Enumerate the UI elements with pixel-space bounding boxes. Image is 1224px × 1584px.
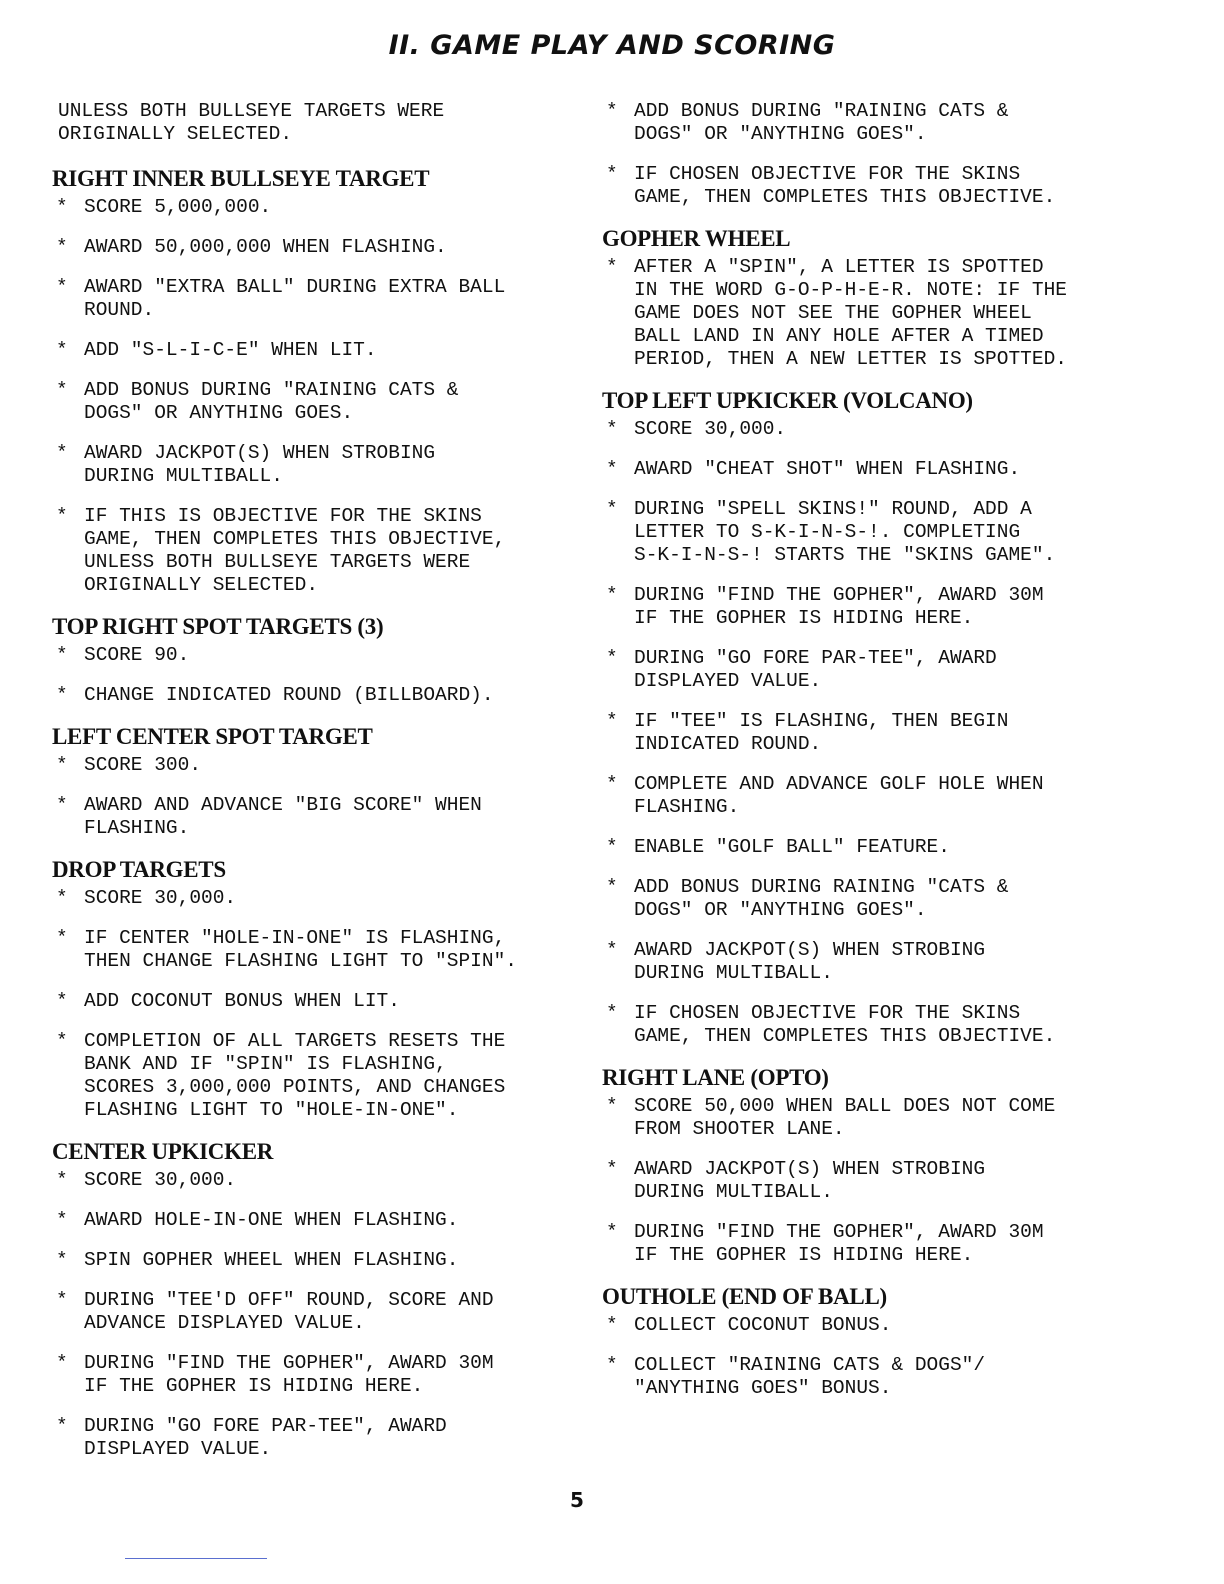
bullet-asterisk-icon: * [56, 684, 68, 706]
list-item-text: ADD BONUS DURING "RAINING CATS & DOGS" OR "ANYTHING GOES". [634, 100, 1009, 145]
bullet-asterisk-icon: * [606, 647, 618, 669]
list-item-text: DURING "SPELL SKINS!" ROUND, ADD A LETTER TO S-K-I-N-S-!. COMPLETING S-K-I-N-S-! STARTS THE "SKINS GAME". [634, 498, 1056, 566]
bullet-asterisk-icon: * [606, 584, 618, 606]
list-item [600, 1095, 1170, 1141]
bullet-asterisk-icon: * [606, 773, 618, 795]
bullet-asterisk-icon: * [606, 710, 618, 732]
list-item [50, 1249, 595, 1272]
list-item-text: ADD COCONUT BONUS WHEN LIT. [84, 990, 400, 1012]
list-item [600, 418, 1170, 441]
list-item [50, 887, 595, 910]
section-heading: OUTHOLE (END OF BALL) [602, 1284, 887, 1309]
section-heading: CENTER UPKICKER [52, 1139, 274, 1164]
section-heading: TOP RIGHT SPOT TARGETS (3) [52, 614, 384, 639]
list-item-text: DURING "FIND THE GOPHER", AWARD 30M IF THE GOPHER IS HIDING HERE. [634, 584, 1044, 629]
list-item [600, 498, 1170, 567]
list-item [600, 1354, 1170, 1400]
list-item-text: ADD BONUS DURING RAINING "CATS & DOGS" OR "ANYTHING GOES". [634, 876, 1009, 921]
list-item [50, 1209, 595, 1232]
list-item-text: DURING "TEE'D OFF" ROUND, SCORE AND ADVANCE DISPLAYED VALUE. [84, 1289, 494, 1334]
section-heading: RIGHT INNER BULLSEYE TARGET [52, 166, 430, 191]
list-item [50, 644, 595, 667]
list-item [50, 684, 595, 707]
bullet-asterisk-icon: * [56, 794, 68, 816]
bullet-asterisk-icon: * [56, 1249, 68, 1271]
section [50, 1139, 595, 1461]
list-item-text: DURING "GO FORE PAR-TEE", AWARD DISPLAYED VALUE. [634, 647, 997, 692]
list-item [600, 1221, 1170, 1267]
section [50, 857, 595, 1122]
bullet-asterisk-icon: * [606, 418, 618, 440]
bullet-asterisk-icon: * [606, 163, 618, 185]
list-item-text: ENABLE "GOLF BALL" FEATURE. [634, 836, 950, 858]
list-item-text: AWARD "CHEAT SHOT" WHEN FLASHING. [634, 458, 1021, 480]
list-item-text: COLLECT "RAINING CATS & DOGS"/ "ANYTHING GOES" BONUS. [634, 1354, 986, 1399]
list-item [50, 1030, 595, 1122]
bullet-asterisk-icon: * [56, 1415, 68, 1437]
list-item [600, 584, 1170, 630]
list-item [600, 1158, 1170, 1204]
list-item-text: ADD "S-L-I-C-E" WHEN LIT. [84, 339, 377, 361]
list-item [600, 256, 1170, 371]
list-item-text: IF CHOSEN OBJECTIVE FOR THE SKINS GAME, THEN COMPLETES THIS OBJECTIVE. [634, 163, 1056, 208]
list-item-text: SCORE 30,000. [84, 887, 237, 909]
list-item [50, 794, 595, 840]
list-item [50, 927, 595, 973]
list-item-text: ADD BONUS DURING "RAINING CATS & DOGS" OR ANYTHING GOES. [84, 379, 459, 424]
bullet-asterisk-icon: * [606, 498, 618, 520]
section-heading: LEFT CENTER SPOT TARGET [52, 724, 373, 749]
bullet-asterisk-icon: * [606, 876, 618, 898]
bullet-asterisk-icon: * [56, 1169, 68, 1191]
left-sections [50, 166, 595, 1461]
list-item [600, 1002, 1170, 1048]
list-item-text: SCORE 30,000. [634, 418, 787, 440]
bullet-asterisk-icon: * [56, 196, 68, 218]
list-item [50, 442, 595, 488]
bullet-asterisk-icon: * [56, 754, 68, 776]
section [600, 388, 1170, 1048]
bullet-asterisk-icon: * [56, 1289, 68, 1311]
list-item [50, 1169, 595, 1192]
section [600, 1065, 1170, 1267]
bullet-asterisk-icon: * [606, 939, 618, 961]
list-item [600, 876, 1170, 922]
list-item-text: AWARD HOLE-IN-ONE WHEN FLASHING. [84, 1209, 459, 1231]
bullet-asterisk-icon: * [56, 276, 68, 298]
section [50, 724, 595, 840]
bullet-asterisk-icon: * [606, 836, 618, 858]
right-sections [600, 226, 1170, 1400]
bullet-asterisk-icon: * [56, 236, 68, 258]
right-column [600, 100, 1170, 1417]
list-item-text: DURING "GO FORE PAR-TEE", AWARD DISPLAYED VALUE. [84, 1415, 447, 1460]
continued-list [600, 100, 1170, 209]
list-item-text: AWARD 50,000,000 WHEN FLASHING. [84, 236, 447, 258]
list-item [50, 196, 595, 219]
section-heading: GOPHER WHEEL [602, 226, 791, 251]
list-item-text: AWARD JACKPOT(S) WHEN STROBING DURING MULTIBALL. [634, 1158, 986, 1203]
list-item [600, 458, 1170, 481]
continued-text: UNLESS BOTH BULLSEYE TARGETS WERE ORIGINALLY SELECTED. [58, 100, 445, 145]
bullet-asterisk-icon: * [606, 458, 618, 480]
list-item [600, 836, 1170, 859]
section-heading: DROP TARGETS [52, 857, 226, 882]
page-title: II. GAME PLAY AND SCORING [388, 30, 836, 61]
list-item-text: SCORE 90. [84, 644, 190, 666]
list-item-text: SCORE 5,000,000. [84, 196, 272, 218]
list-item [600, 647, 1170, 693]
bullet-asterisk-icon: * [56, 1352, 68, 1374]
page-number: 5 [570, 1488, 584, 1512]
list-item-text: IF CENTER "HOLE-IN-ONE" IS FLASHING, THEN CHANGE FLASHING LIGHT TO "SPIN". [84, 927, 517, 972]
bullet-asterisk-icon: * [56, 990, 68, 1012]
list-item [600, 939, 1170, 985]
bullet-asterisk-icon: * [606, 1221, 618, 1243]
list-item-text: DURING "FIND THE GOPHER", AWARD 30M IF THE GOPHER IS HIDING HERE. [634, 1221, 1044, 1266]
list-item [50, 1289, 595, 1335]
list-item [50, 339, 595, 362]
list-item-text: AWARD AND ADVANCE "BIG SCORE" WHEN FLASHING. [84, 794, 482, 839]
footer-rule [125, 1558, 267, 1559]
bullet-asterisk-icon: * [606, 1314, 618, 1336]
list-item-text: SCORE 30,000. [84, 1169, 237, 1191]
list-item-text: DURING "FIND THE GOPHER", AWARD 30M IF THE GOPHER IS HIDING HERE. [84, 1352, 494, 1397]
bullet-asterisk-icon: * [56, 927, 68, 949]
section-heading: TOP LEFT UPKICKER (VOLCANO) [602, 388, 973, 413]
list-item-text: SPIN GOPHER WHEEL WHEN FLASHING. [84, 1249, 459, 1271]
list-item [50, 276, 595, 322]
bullet-asterisk-icon: * [606, 256, 618, 278]
section [600, 1284, 1170, 1400]
list-item-text: COMPLETION OF ALL TARGETS RESETS THE BANK AND IF "SPIN" IS FLASHING, SCORES 3,000,000 POINTS, AND CHANGES FLASHING LIGHT TO "HOLE-IN-ONE". [84, 1030, 506, 1121]
list-item-text: AWARD "EXTRA BALL" DURING EXTRA BALL ROUND. [84, 276, 506, 321]
list-item-text: CHANGE INDICATED ROUND (BILLBOARD). [84, 684, 494, 706]
list-item [50, 379, 595, 425]
bullet-asterisk-icon: * [56, 379, 68, 401]
list-item-text: IF THIS IS OBJECTIVE FOR THE SKINS GAME, THEN COMPLETES THIS OBJECTIVE, UNLESS BOTH BULLSEYE TARGETS WERE ORIGINALLY SELECTED. [84, 505, 506, 596]
bullet-asterisk-icon: * [56, 1030, 68, 1052]
left-column [50, 100, 595, 1478]
list-item [50, 1415, 595, 1461]
list-item [600, 773, 1170, 819]
bullet-asterisk-icon: * [56, 505, 68, 527]
list-item-text: IF CHOSEN OBJECTIVE FOR THE SKINS GAME, THEN COMPLETES THIS OBJECTIVE. [634, 1002, 1056, 1047]
list-item [600, 710, 1170, 756]
list-item-text: SCORE 300. [84, 754, 202, 776]
section-heading: RIGHT LANE (OPTO) [602, 1065, 829, 1090]
list-item-text: COMPLETE AND ADVANCE GOLF HOLE WHEN FLASHING. [634, 773, 1044, 818]
bullet-asterisk-icon: * [56, 1209, 68, 1231]
bullet-asterisk-icon: * [606, 1354, 618, 1376]
list-item-text: SCORE 50,000 WHEN BALL DOES NOT COME FROM SHOOTER LANE. [634, 1095, 1056, 1140]
list-item [600, 163, 1170, 209]
list-item-text: AWARD JACKPOT(S) WHEN STROBING DURING MULTIBALL. [634, 939, 986, 984]
bullet-asterisk-icon: * [56, 442, 68, 464]
bullet-asterisk-icon: * [56, 887, 68, 909]
bullet-asterisk-icon: * [606, 1002, 618, 1024]
list-item [600, 1314, 1170, 1337]
list-item-text: AFTER A "SPIN", A LETTER IS SPOTTED IN THE WORD G-O-P-H-E-R. NOTE: IF THE GAME DOES NOT SEE THE GOPHER WHEEL BALL LAND IN ANY HOLE AFTER A TIMED PERIOD, THEN A NEW LETTER IS SPOTTED. [634, 256, 1067, 370]
list-item [50, 1352, 595, 1398]
list-item [50, 754, 595, 777]
list-item [50, 990, 595, 1013]
section [600, 226, 1170, 371]
bullet-asterisk-icon: * [56, 644, 68, 666]
section [50, 614, 595, 707]
bullet-asterisk-icon: * [606, 1095, 618, 1117]
bullet-asterisk-icon: * [606, 1158, 618, 1180]
list-item [50, 505, 595, 597]
list-item-text: IF "TEE" IS FLASHING, THEN BEGIN INDICATED ROUND. [634, 710, 1009, 755]
list-item-text: AWARD JACKPOT(S) WHEN STROBING DURING MULTIBALL. [84, 442, 436, 487]
bullet-asterisk-icon: * [606, 100, 618, 122]
list-item [50, 236, 595, 259]
list-item-text: COLLECT COCONUT BONUS. [634, 1314, 892, 1336]
list-item [600, 100, 1170, 146]
bullet-asterisk-icon: * [56, 339, 68, 361]
section [50, 166, 595, 597]
